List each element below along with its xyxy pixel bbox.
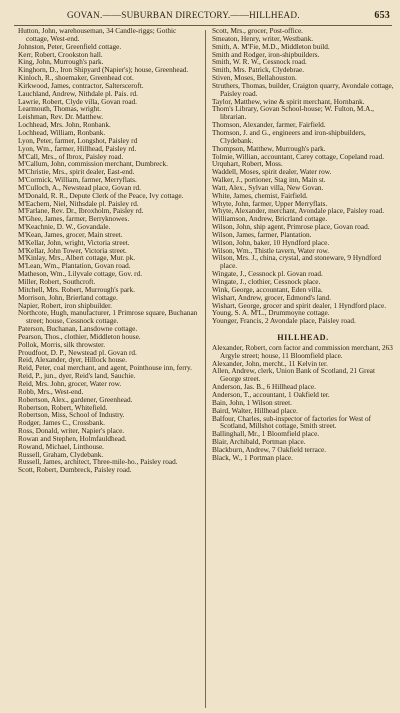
directory-entry: Alexander, John, mercht., 11 Kelvin ter. — [212, 359, 328, 368]
directory-entry: Wilson, Wm., Thistle tavern, Water row. — [212, 246, 330, 255]
directory-entry: M'Kinlay, Mrs., Albert cottage, Mur. pk. — [18, 254, 136, 263]
directory-entry: Rodger, James C., Crossbank. — [18, 419, 105, 428]
directory-entry: Miller, Robert, Southcroft. — [18, 278, 96, 286]
directory-entry: Wilson, John, ship agent, Primrose place, Govan road. — [212, 223, 370, 232]
directory-entry: Kirkwood, James, contractor, Saltersceroft. — [18, 81, 144, 90]
directory-entry: Napier, Robert, iron shipbuilder. — [18, 301, 112, 310]
directory-entry: Reid, P., jun., dyer, Reid's land, Sauchie. — [18, 372, 136, 381]
directory-entry: Kinloch, R., shoemaker, Greenhead cot. — [18, 74, 134, 83]
section-title-hillhead: HILLHEAD. — [277, 333, 329, 343]
directory-entry: Whyte, Alexander, merchant, Avondale place, Paisley road. — [212, 207, 385, 216]
directory-entry: M'Keachnie, D. W., Govandale. — [18, 223, 111, 232]
right-column — [212, 28, 394, 708]
directory-entry: Struthers, Thomas, builder, Craigton quarry, Avondale cottage, Paisley road. — [212, 81, 394, 98]
directory-entry: Wingate, J., clothier, Cessnock place. — [212, 278, 321, 286]
directory-entry: Bain, John, 1 Wilson street. — [212, 398, 292, 407]
directory-entry: King, John, Murrough's park. — [18, 58, 104, 67]
directory-entry: Anderson, Jas. B., 6 Hillhead place. — [212, 383, 316, 392]
directory-entry: Wilson, John, baker, 10 Hyndford place. — [212, 238, 330, 247]
directory-entry: M'Cormick, William, farmer, Merryflats. — [18, 176, 137, 185]
directory-entry: M'Eachern, Niel, Nithsdale pl. Paisley rd. — [18, 199, 139, 208]
directory-entry: Taylor, Matthew, wine & spirit merchant, Hornbank. — [212, 97, 365, 106]
directory-entry: Rowand, Michael, Linthouse. — [18, 442, 104, 451]
directory-entry: Ballinghall, Mr., 1 Bloomfield place. — [212, 430, 320, 439]
directory-entry: Morrison, John, Brierland cottage. — [18, 293, 118, 302]
directory-entry: Smith and Rodger, iron-shipbuilders. — [212, 50, 320, 59]
directory-entry: Stiven, Moses, Bellahouston. — [212, 74, 297, 83]
directory-entry: Kinghorn, D., Iron Shipyard (Napier's); house, Greenhead. — [18, 66, 189, 75]
directory-entry: Scott, Robert, Dumbreck, Paisley road. — [18, 466, 132, 475]
directory-entry: M'Lean, Wm., Plantation, Govan road. — [18, 262, 131, 271]
directory-entry: Hutton, John, warehouseman, 34 Candle-riggs; Gothic cottage, West-end. — [18, 27, 177, 43]
directory-entry: Reid, Alexander, dyer, Hillock house. — [18, 356, 127, 365]
directory-entry: M'Call, Mrs., of Ibrox, Paisley road. — [18, 152, 124, 161]
directory-entry: Lyon, Peter, farmer, Longshot, Paisley rd — [18, 136, 138, 145]
directory-entry: Robertson, Robert, Whitefield. — [18, 403, 108, 412]
directory-entry: Wilson, Mrs. J., china, crystal, and stoneware, 9 Hyndford place. — [212, 254, 382, 271]
directory-entry: Whyte, John, farmer, Upper Merryflats. — [212, 199, 328, 208]
directory-entry: M'Culloch, A., Newstead place, Govan rd. — [18, 183, 141, 192]
directory-entry: Lyon, Wm., farmer, Hillhead, Paisley rd. — [18, 144, 137, 153]
page-header — [0, 10, 400, 24]
directory-entry: Thomson, Alexander, farmer, Fairfield. — [212, 121, 326, 130]
directory-entry: Smith, A. M'Fie, M.D., Middleton build. — [212, 42, 330, 51]
directory-entry: Lochhead, Mrs. John, Ronbank. — [18, 121, 111, 130]
directory-entry: Urquhart, Robert, Moss. — [212, 160, 283, 169]
directory-entry: White, James, chemist, Fairfield. — [212, 191, 308, 200]
directory-entry: Russell, James, architect, Three-mile-ho., Paisley road. — [18, 458, 178, 467]
directory-entry: Walker, J., portioner, Stag inn, Main st. — [212, 176, 326, 185]
page-number: 653 — [374, 10, 390, 21]
directory-entry: Pearson, Thos., clothier, Middleton house. — [18, 332, 141, 341]
directory-entry: Williamson, Andrew, Bricrland cottage. — [212, 215, 328, 224]
directory-entry: Kerr, Robert, Crookston hall. — [18, 50, 103, 59]
directory-entry: Robertson, Miss, School of Industry. — [18, 411, 125, 420]
header-rule — [14, 25, 392, 26]
directory-entry: Balfour, Charles, sub-inspector of factories for West of Scotland, Millshot cottage, Smith street. — [212, 414, 372, 431]
directory-entry: Thom's Library, Govan School-house; W. Fulton, M.A., librarian. — [212, 105, 374, 122]
directory-entry: Baird, Walter, Hillhead place. — [212, 406, 298, 415]
directory-entry: Leishman, Rev. Dr. Matthew. — [18, 113, 104, 122]
directory-entry: M'Ghee, James, farmer, Berryknowes. — [18, 215, 130, 224]
directory-entry: Wishart, George, grocer and spirit dealer, 1 Hyndford place. — [212, 301, 387, 310]
directory-entry: Waddell, Moses, spirit dealer, Water row. — [212, 168, 332, 177]
directory-entry: Paterson, Buchanan, Lansdowne cottage. — [18, 325, 138, 334]
directory-entry: Lawrie, Robert, Clyde villa, Govan road. — [18, 97, 137, 106]
directory-entry: Wishart, Andrew, grocer, Edmond's land. — [212, 293, 332, 302]
directory-entry: Northcote, Hugh, manufacturer, 1 Primrose square, Buchanan street; house, Cessnock cottage. — [18, 309, 198, 326]
directory-entry: M'Christie, Mrs., spirit dealer, East-end. — [18, 168, 135, 177]
directory-entry: Blair, Archibald, Portman place. — [212, 438, 306, 447]
directory-entry: Thomson, J. and G., engineers and iron-shipbuilders, Clydebank. — [212, 128, 366, 145]
directory-entry: M'Farlane, Rev. Dr., Ibroxholm, Paisley rd. — [18, 207, 144, 216]
directory-entry: Ross, Donald, writer, Napier's place. — [18, 427, 125, 436]
directory-entry: Lochhead, William, Ronbank. — [18, 128, 106, 137]
directory-entry: Smith, Mrs. Patrick, Clydebrae. — [212, 66, 305, 75]
directory-entry: M'Kellar, John Tower, Victoria street. — [18, 246, 127, 255]
directory-entry: Reid, Mrs. John, grocer, Water row. — [18, 379, 122, 388]
directory-entry: Blackburn, Andrew, 7 Oakfield terrace. — [212, 445, 327, 454]
directory-entry: M'Kellar, John, wright, Victoria street. — [18, 238, 130, 247]
directory-entry: Alexander, Robert, corn factor and commission merchant, 263 Argyle street; house, 11 Bloomfield place. — [212, 343, 393, 360]
directory-entry: Rowan and Stephen, Holmfauldhead. — [18, 434, 127, 443]
directory-entry: Mitchell, Mrs. Robert, Murrough's park. — [18, 285, 135, 294]
hillhead-entries — [212, 345, 394, 463]
directory-entry: Johnston, Peter, Greenfield cottage. — [18, 42, 122, 51]
directory-entry: Matheson, Wm., Lilyvale cottage, Gov. rd. — [18, 270, 143, 279]
directory-entry: Learmouth, Thomas, wright. — [18, 105, 102, 114]
directory-entry: Scott, Mrs., grocer, Post-office. — [212, 27, 303, 35]
directory-entry: Wilson, James, farmer, Plantation. — [212, 230, 312, 239]
directory-entry: Wingate, J., Cessnock pl. Govan road. — [212, 270, 323, 279]
directory-entry: Robertson, Alex., gardener, Greenhead. — [18, 395, 133, 404]
directory-entry: Proudfoot, D. P., Newstead pl. Govan rd. — [18, 348, 137, 357]
directory-entry: M'Callum, John, commission merchant, Dumbreck. — [18, 160, 168, 169]
right-column-entries — [212, 28, 394, 326]
directory-entry: Smith, W. R. W., Cessnock road. — [212, 58, 307, 67]
directory-entry: Russell, Graham, Clydebank. — [18, 450, 104, 459]
directory-entry: Young, S. A. M'L., Drummoyne cottage. — [212, 309, 330, 318]
directory-entry: Younger, Francis, 2 Avondale place, Paisley road. — [212, 317, 356, 326]
column-divider — [205, 30, 206, 708]
directory-entry: Robb, Mrs., West-end. — [18, 387, 84, 396]
directory-entry: Reid, Peter, coal merchant, and agent, Pointhouse inn, ferry. — [18, 364, 192, 373]
running-title: GOVAN.——SUBURBAN DIRECTORY.——HILLHEAD. — [67, 10, 300, 20]
directory-entry: Wink, George, accountant, Eden villa. — [212, 285, 323, 294]
directory-entry: Allen, Andrew, clerk, Union Bank of Scotland, 21 Great George street. — [212, 367, 376, 384]
directory-entry: Black, W., 1 Portman place. — [212, 453, 293, 462]
directory-entry: Lauchland, Andrew, Nithdale pl. Pais. rd. — [18, 89, 138, 98]
directory-entry: Smeaton, Henry, writer, Westbank. — [212, 34, 314, 43]
directory-entry: Pollok, Morris, silk throwster. — [18, 340, 106, 349]
left-column — [18, 28, 200, 708]
directory-entry: M'Donald, R. R., Depute Clerk of the Peace, Ivy cottage. — [18, 191, 184, 200]
directory-entry: Watt, Alex., Sylvan villa, New Govan. — [212, 183, 324, 192]
directory-entry: M'Kean, James, grocer, Main street. — [18, 230, 123, 239]
directory-entry: Anderson, T., accountant, 1 Oakfield ter. — [212, 390, 330, 399]
directory-entry: Thompson, Matthew, Murrough's park. — [212, 144, 326, 153]
directory-entry: Tolmie, Willian, accountant, Carey cottage, Copeland road. — [212, 152, 385, 161]
